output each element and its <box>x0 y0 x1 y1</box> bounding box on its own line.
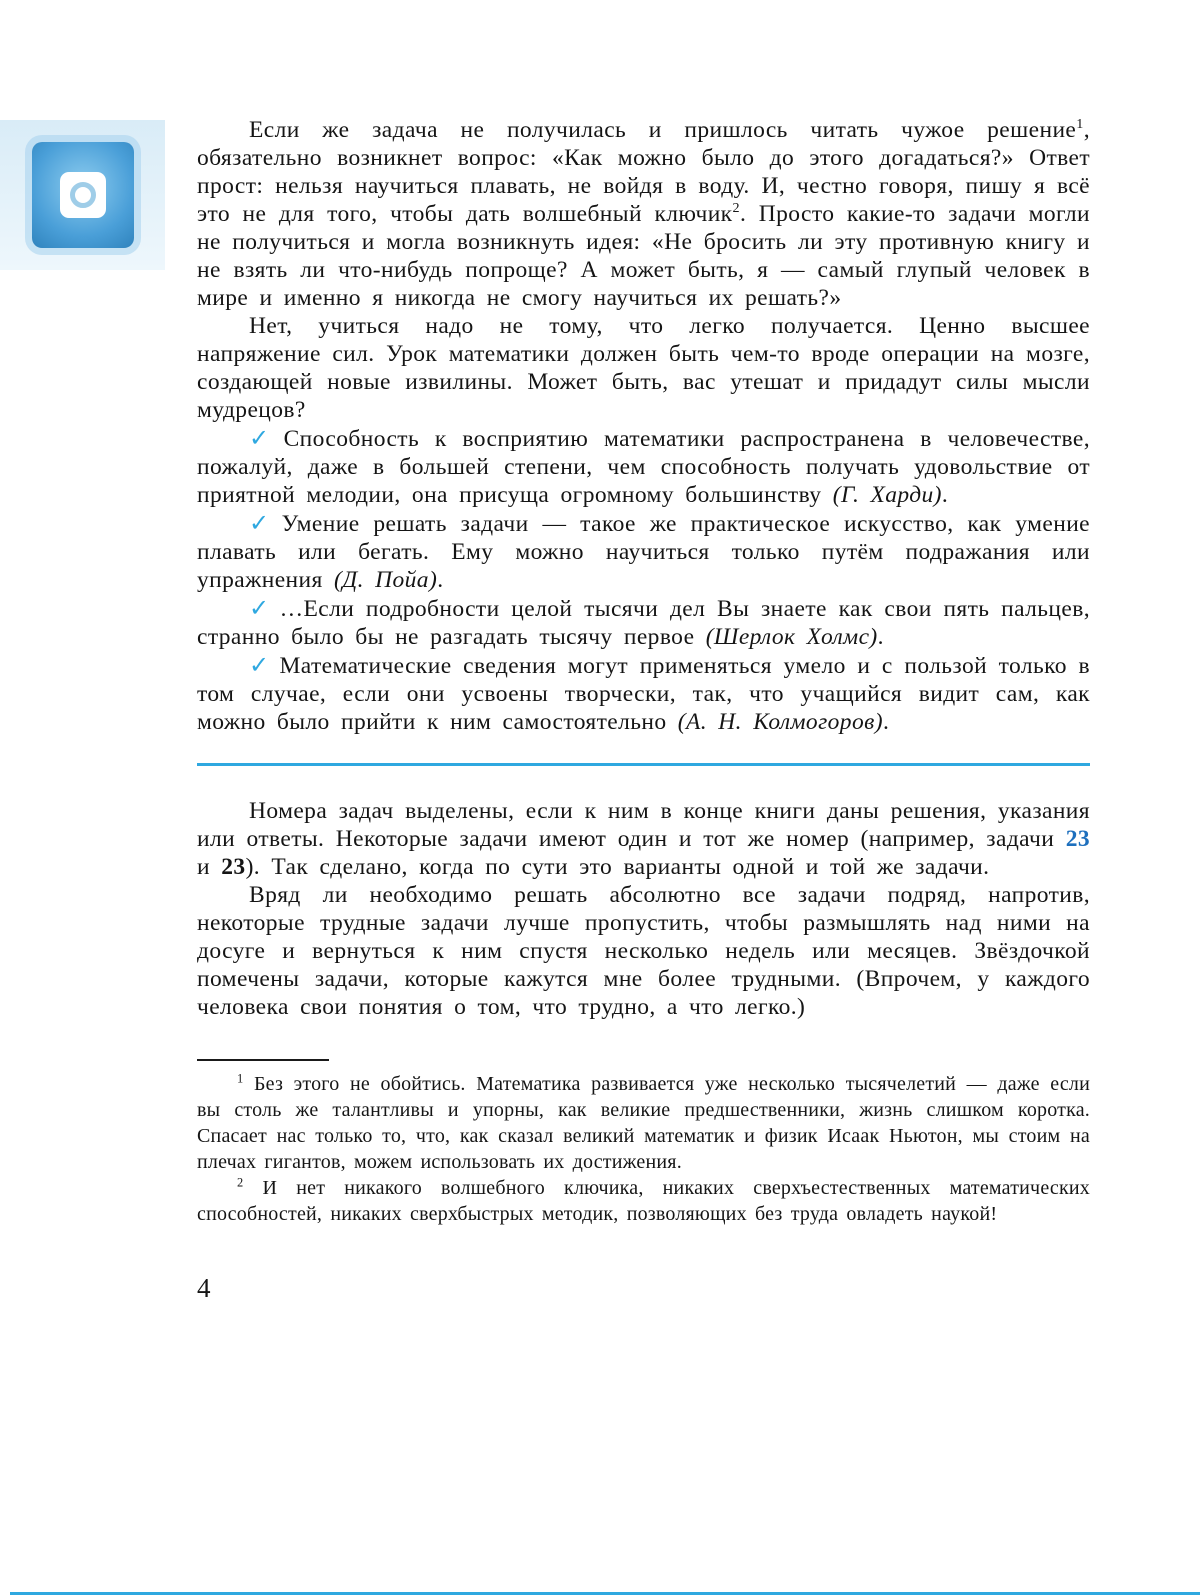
footnote-marker-2: 2 <box>237 1175 244 1190</box>
section-divider <box>197 763 1090 766</box>
text-run: …Если подробности целой тысячи дел Вы знаете как свои пять пальцев, странно было бы не разгадать тысячу первое <box>197 596 1090 650</box>
text-run: . <box>877 624 884 650</box>
quote-paragraph-hardy <box>197 424 1090 509</box>
quote-author: (А. Н. Колмогоров) <box>677 709 883 735</box>
check-icon: ✓ <box>249 424 274 452</box>
text-run: . <box>941 482 949 508</box>
check-icon: ✓ <box>249 509 272 537</box>
paragraph-intro <box>197 116 1090 312</box>
text-run: Способность к восприятию математики распространена в человечестве, пожалуй, даже в большей степени, чем способность получать удовольствие от приятной мелодии, она присуща огромному большинству <box>197 426 1090 508</box>
footnote-ref-1[interactable]: 1 <box>1076 116 1084 133</box>
text-run: ). Так сделано, когда по сути это варианты одной и той же задачи. <box>245 854 990 880</box>
text-run: , обязательно возникнет вопрос: «Как можно было до этого догадаться?» Ответ прост: нельзя научиться плавать, не войдя в воду. И, честно говоря, пишу я всё это не для того, чтобы дать волшебный ключик <box>197 117 1090 227</box>
task-number-bold: 23 <box>221 854 246 880</box>
text-run: Без этого не обойтись. Математика развивается уже несколько тысячелетий — даже если вы столь же талантливы и упорны, как великие предшественники, жизнь слишком коротка. Спасает нас только то, что, как сказал великий математик и физик Исаак Ньютон, мы стоим на плечах гигантов, можем использовать их достижения. <box>197 1073 1090 1173</box>
thumbnail-circle-icon <box>70 182 96 208</box>
quote-paragraph-polya <box>197 509 1090 594</box>
thumbnail-square-icon <box>60 172 106 218</box>
quote-author: (Г. Харди) <box>832 482 942 508</box>
quote-paragraph-kolmogorov <box>197 651 1090 736</box>
text-run: И нет никакого волшебного ключика, никаких сверхъестественных математических способностей, никаких сверхбыстрых методик, позволяющих без труда овладеть наукой! <box>197 1177 1090 1225</box>
paragraph-difficulty: Вряд ли необходимо решать абсолютно все задачи подряд, напротив, некоторые трудные задачи лучше пропустить, чтобы размышлять над ними на досуге и вернуться к ним спустя несколько недель или месяцев. Звёздочкой помечены задачи, которые кажутся мне более трудными. (Впрочем, у каждого человека свои понятия о том, что трудно, а что легко.) <box>197 882 1090 1020</box>
footnote-rule <box>197 1059 329 1061</box>
quote-author: (Д. Пойа) <box>334 567 438 593</box>
task-number-link[interactable]: 23 <box>1065 826 1090 852</box>
paragraph-advice: Нет, учиться надо не тому, что легко получается. Ценно высшее напряжение сил. Урок математики должен быть чем-то вроде операции на мозге, создающей новые извилины. Может быть, вас утешат и придадут силы мысли мудрецов? <box>197 313 1090 423</box>
quote-paragraph-holmes <box>197 594 1090 651</box>
bottom-accent-line <box>10 1592 1200 1595</box>
quote-author: (Шерлок Холмс) <box>705 624 878 650</box>
footnote-marker-1: 1 <box>237 1071 244 1086</box>
check-icon: ✓ <box>249 651 270 679</box>
text-run: . <box>882 709 890 735</box>
page-thumbnail-strip <box>0 120 165 270</box>
page-number: 4 <box>197 1273 211 1303</box>
page-content <box>197 116 1090 1304</box>
text-run: . <box>437 567 444 593</box>
check-icon: ✓ <box>249 594 270 622</box>
text-run: Умение решать задачи — такое же практическое искусство, как умение плавать или бегать. Ему можно научиться только путём подражания или упражнения <box>197 511 1091 593</box>
text-run: и <box>197 854 222 880</box>
text-run: Математические сведения могут применяться умело и с пользой только в том случае, если они усвоены творчески, так, что учащийся видит сам, как можно было прийти к ним самостоятельно <box>197 653 1091 735</box>
document-thumbnail[interactable] <box>32 142 134 248</box>
footnote-ref-2[interactable]: 2 <box>732 200 740 217</box>
footnote-2 <box>197 1175 1090 1227</box>
text-run: Если же задача не получилась и пришлось читать чужое решение <box>249 117 1077 143</box>
text-run: Номера задач выделены, если к ним в конце книги даны решения, указания или ответы. Некоторые задачи имеют один и тот же номер (например, задачи <box>197 798 1090 852</box>
footnote-1 <box>197 1071 1090 1175</box>
text-run: . Просто какие-то задачи могли не получиться и могла возникнуть идея: «Не бросить ли эту противную книгу и не взять ли что-нибудь попроще? А может быть, я — самый глупый человек в мире и именно я никогда не смогу научиться их решать?» <box>197 201 1091 311</box>
paragraph-task-numbers <box>197 797 1090 881</box>
